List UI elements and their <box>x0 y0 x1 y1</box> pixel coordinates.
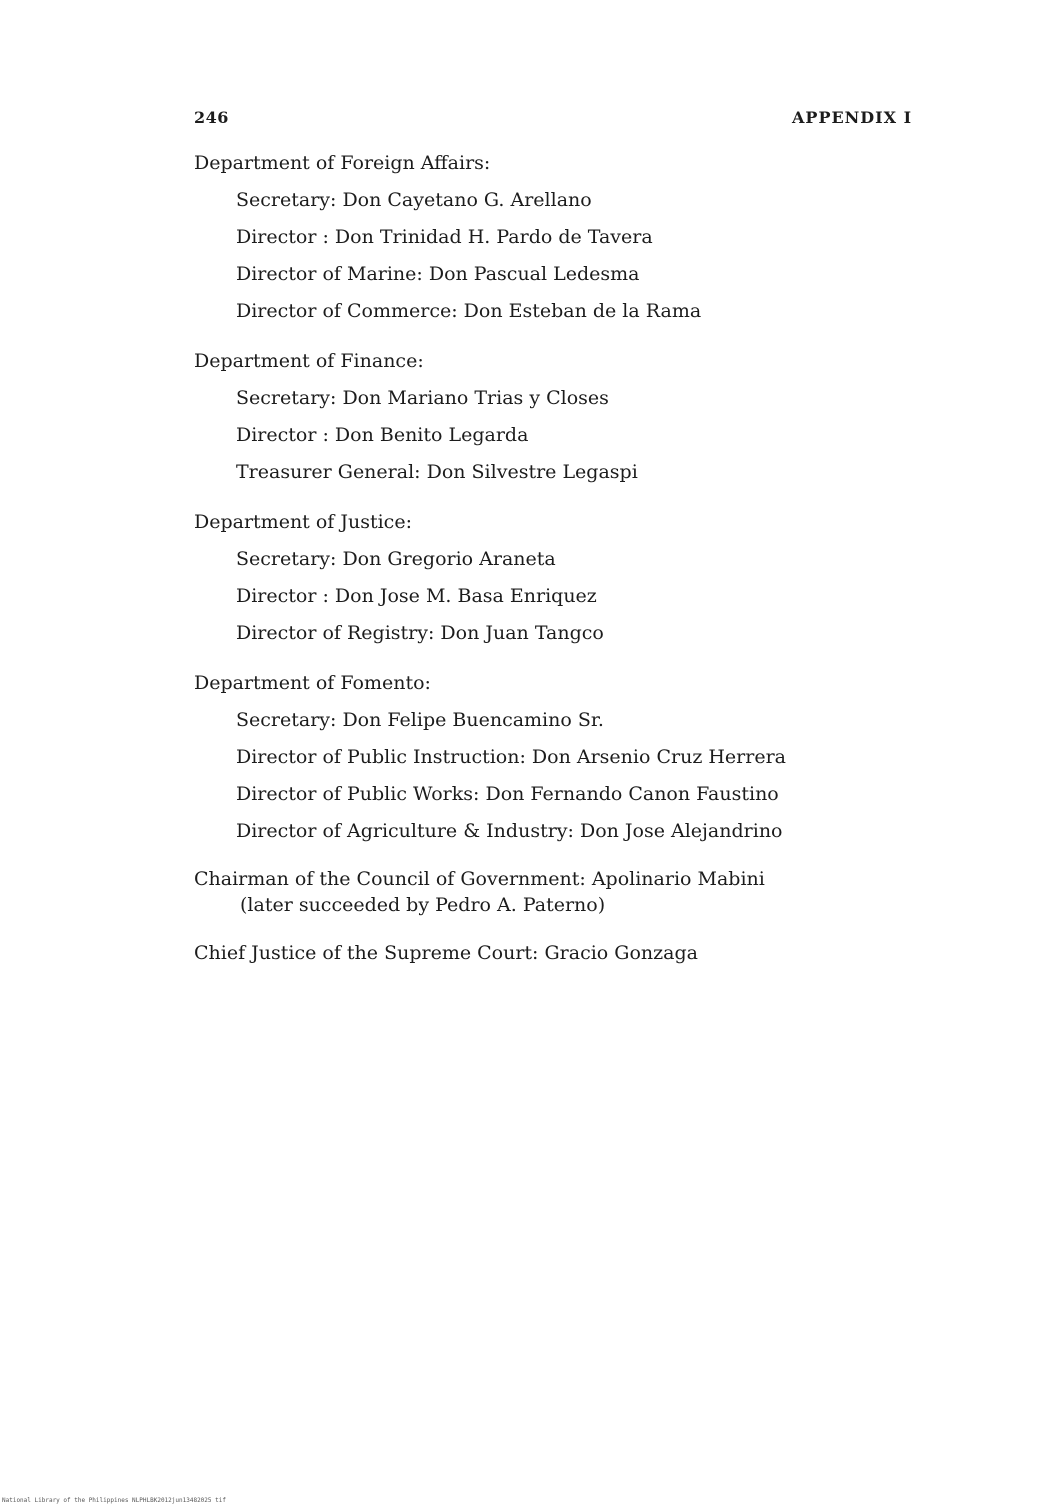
section-heading: Department of Finance: <box>194 350 424 372</box>
list-item: Secretary: Don Mariano Trias y Closes <box>236 387 609 409</box>
list-item: Director : Don Jose M. Basa Enriquez <box>236 585 597 607</box>
page-content <box>194 148 954 988</box>
list-item: Secretary: Don Gregorio Araneta <box>236 548 556 570</box>
section-heading: Department of Justice: <box>194 511 412 533</box>
running-head: APPENDIX I <box>792 108 913 127</box>
chief-justice: Chief Justice of the Supreme Court: Gracio Gonzaga <box>194 942 698 964</box>
section-finance <box>194 346 954 487</box>
list-item: Director of Agriculture & Industry: Don Jose Alejandrino <box>236 820 783 842</box>
list-item: Director : Don Benito Legarda <box>236 424 529 446</box>
list-item: Director of Public Instruction: Don Arsenio Cruz Herrera <box>236 746 786 768</box>
section-fomento <box>194 668 954 846</box>
page-number: 246 <box>194 108 229 127</box>
list-item: Director of Marine: Don Pascual Ledesma <box>236 263 640 285</box>
section-heading: Department of Foreign Affairs: <box>194 152 491 174</box>
list-item: Director : Don Trinidad H. Pardo de Tavera <box>236 226 653 248</box>
list-item: Director of Commerce: Don Esteban de la Rama <box>236 300 702 322</box>
council-chairman <box>194 866 954 918</box>
list-item: Secretary: Don Felipe Buencamino Sr. <box>236 709 604 731</box>
list-item: Director of Public Works: Don Fernando Canon Faustino <box>236 783 779 805</box>
list-item: Secretary: Don Cayetano G. Arellano <box>236 189 592 211</box>
council-successor-line: (later succeeded by Pedro A. Paterno) <box>240 894 606 916</box>
list-item: Treasurer General: Don Silvestre Legaspi <box>236 461 638 483</box>
section-heading: Department of Fomento: <box>194 672 431 694</box>
section-foreign-affairs <box>194 148 954 326</box>
section-justice <box>194 507 954 648</box>
scan-footer: National Library of the Philippines NLPHLBK2012jun13482025 tif <box>2 1497 226 1504</box>
council-chairman-line: Chairman of the Council of Government: Apolinario Mabini <box>194 868 765 890</box>
list-item: Director of Registry: Don Juan Tangco <box>236 622 604 644</box>
